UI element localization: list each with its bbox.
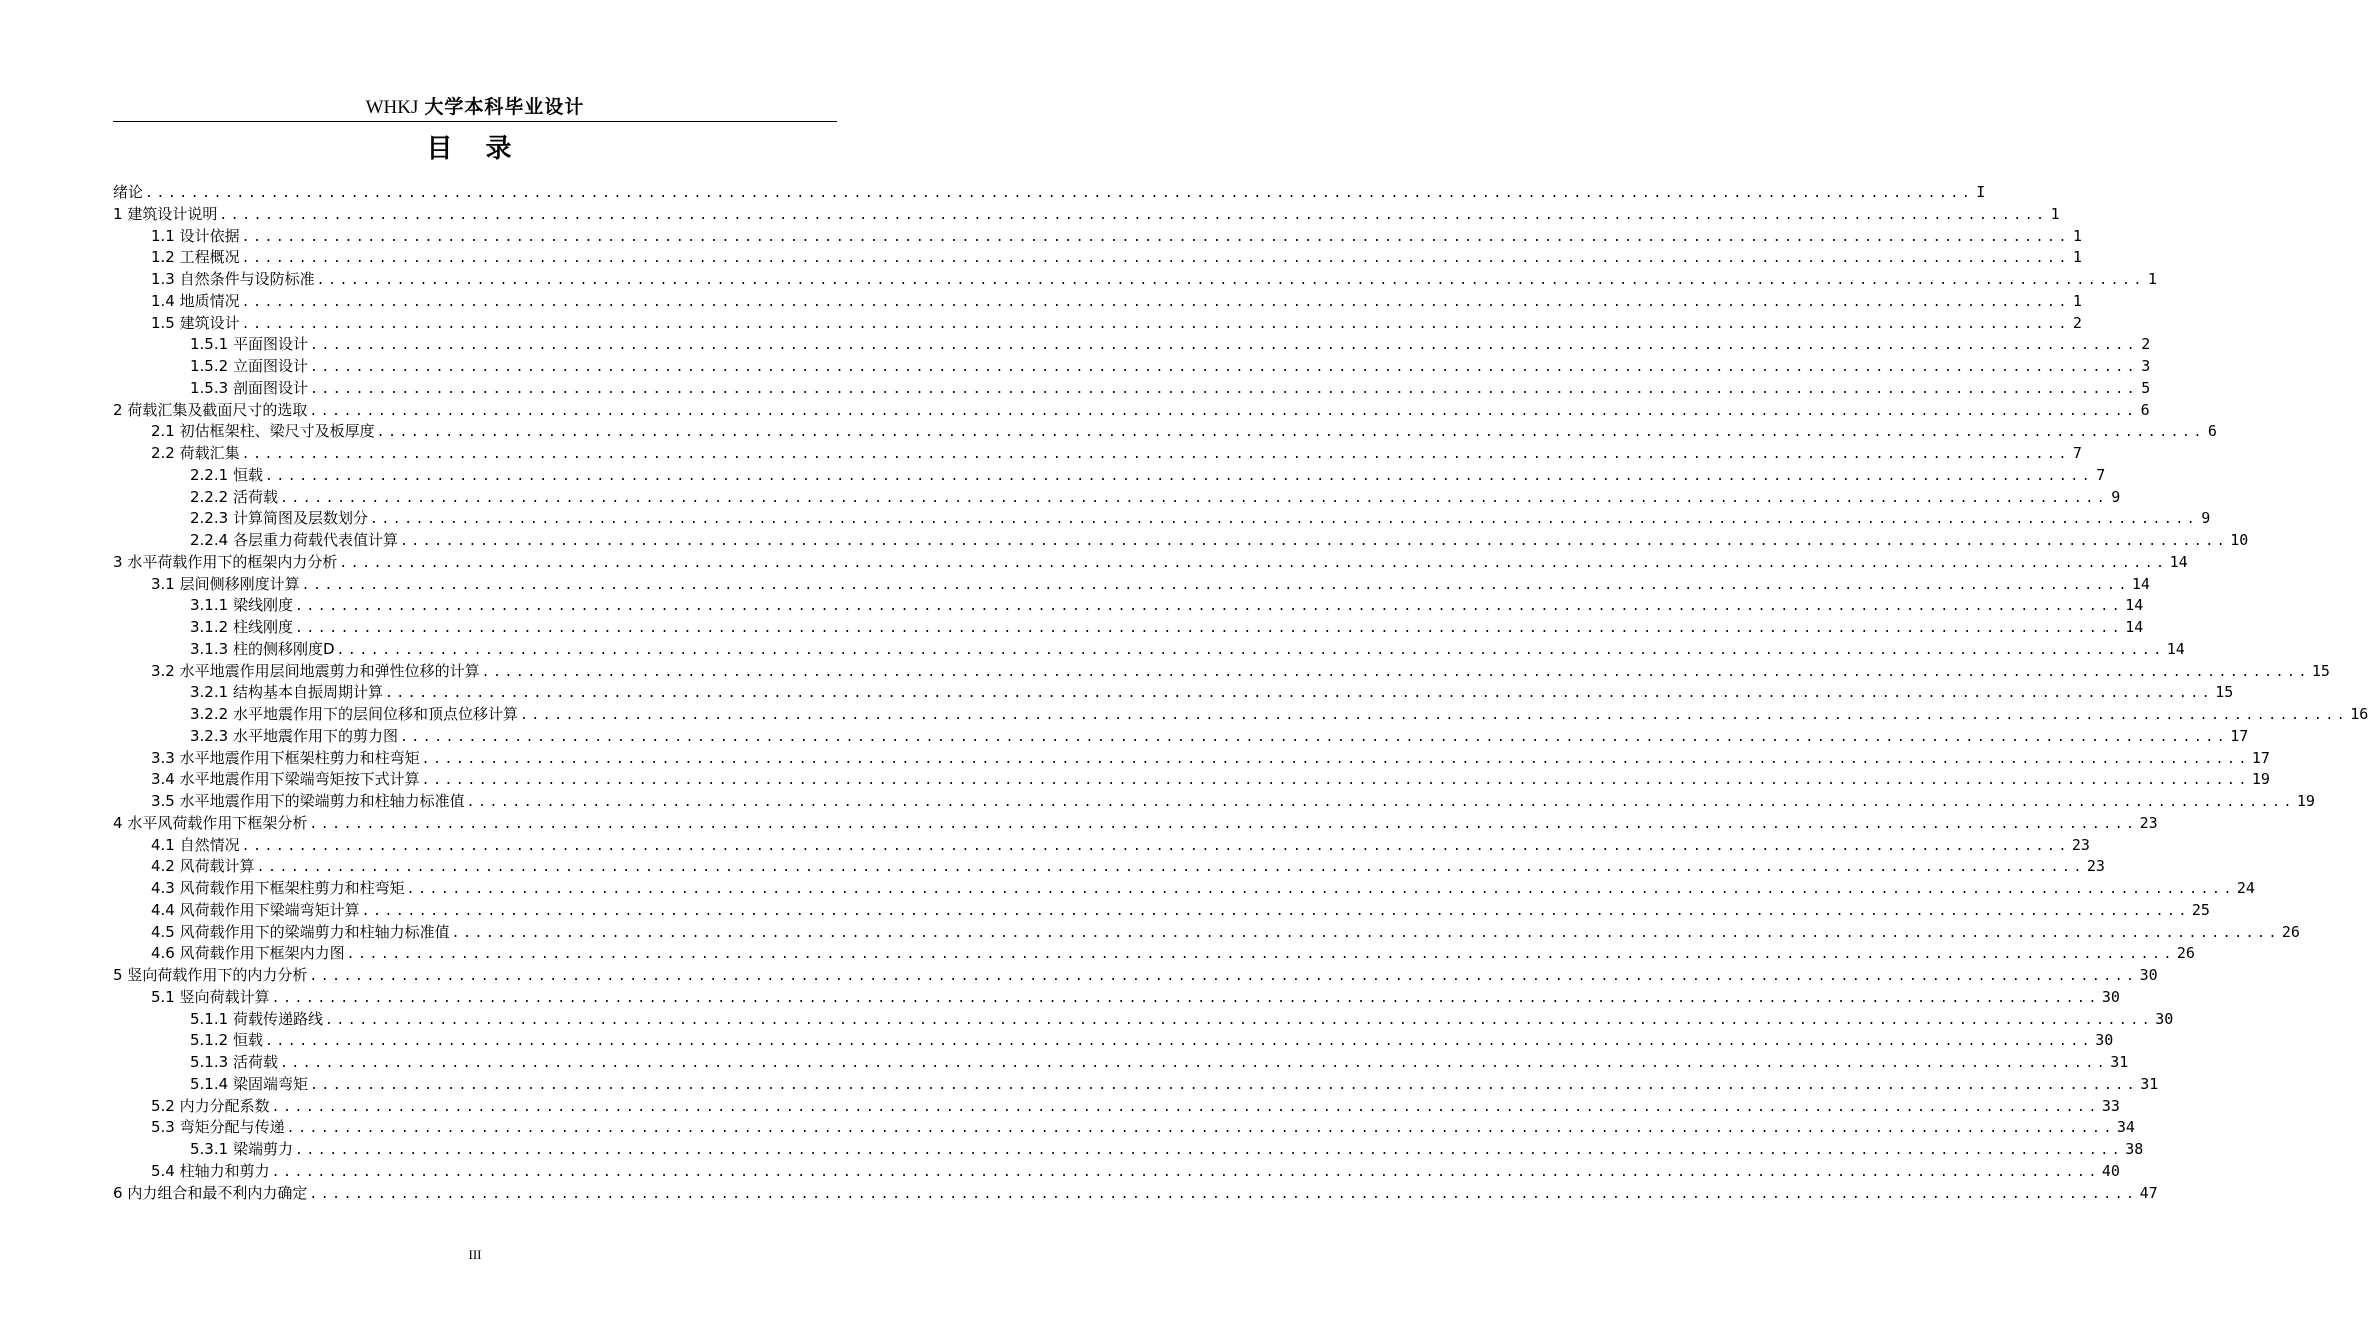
toc-leader-dots	[310, 335, 2138, 357]
toc-entry-label: 风荷载作用下的梁端剪力和柱轴力标准值	[179, 922, 450, 941]
toc-entry-number: 4.4	[151, 900, 180, 919]
toc-entry[interactable]	[113, 487, 2121, 509]
toc-entry-label: 建筑设计说明	[127, 204, 218, 223]
toc-entry-page: 1	[2050, 204, 2060, 223]
header-title: 大学本科毕业设计	[424, 96, 585, 118]
toc-entry[interactable]	[113, 1009, 2174, 1031]
toc-entry-label: 恒载	[232, 465, 263, 484]
toc-entry[interactable]	[113, 1074, 2159, 1096]
toc-entry-number: 2.2.3	[190, 509, 233, 528]
toc-entry-label: 内力组合和最不利内力确定	[127, 1183, 308, 1202]
toc-entry-label: 各层重力荷载代表值计算	[232, 531, 398, 549]
toc-entry-number: 2.2	[151, 444, 180, 462]
toc-leader-dots	[370, 509, 2198, 531]
toc-entry-page: 30	[2101, 987, 2120, 1006]
toc-leader-dots	[317, 270, 2145, 292]
toc-entry[interactable]	[113, 269, 2157, 291]
toc-entry[interactable]	[113, 682, 2234, 704]
toc-entry[interactable]	[113, 530, 2249, 552]
toc-entry[interactable]	[113, 639, 2185, 661]
toc-leader-dots	[295, 618, 2123, 640]
toc-entry[interactable]	[113, 1161, 2120, 1183]
toc-entry[interactable]	[113, 1052, 2129, 1074]
toc-entry-page: 30	[2095, 1031, 2114, 1050]
toc-entry[interactable]	[113, 769, 2270, 791]
toc-entry-number: 3.1.3	[190, 639, 233, 658]
toc-entry-number: 2.2.4	[190, 531, 233, 549]
toc-entry-label: 柱的侧移刚度D	[232, 639, 335, 658]
toc-leader-dots	[280, 1053, 2108, 1075]
toc-entry-number: 4	[113, 813, 128, 832]
toc-entry[interactable]	[113, 400, 2150, 422]
toc-entry[interactable]	[113, 1139, 2144, 1161]
toc-entry-page: 15	[2311, 661, 2330, 680]
toc-entry-label: 绪论	[113, 183, 144, 201]
toc-leader-dots	[407, 879, 2235, 901]
toc-entry-page: 9	[2111, 487, 2121, 506]
toc-entry-page: 23	[2139, 813, 2158, 832]
toc-entry-label: 水平地震作用下框架柱剪力和柱弯矩	[179, 748, 420, 767]
toc-entry-page: 38	[2125, 1140, 2144, 1158]
toc-entry-label: 柱轴力和剪力	[179, 1161, 270, 1180]
toc-leader-dots	[272, 988, 2100, 1010]
toc-entry[interactable]	[113, 204, 2060, 226]
toc-leader-dots	[287, 1118, 2115, 1140]
toc-entry-number: 2.2.1	[190, 465, 233, 484]
toc-entry-page: I	[1976, 183, 1986, 201]
toc-entry-label: 梁线刚度	[232, 596, 293, 615]
toc-entry-page: 23	[2086, 857, 2105, 876]
toc-entry-number: 6	[113, 1183, 128, 1202]
toc-entry-number: 5.1.4	[190, 1074, 233, 1093]
toc-entry-page: 5	[2141, 378, 2151, 397]
toc-entry-page: 30	[2155, 1009, 2174, 1028]
toc-entry-label: 工程概况	[179, 248, 240, 267]
toc-entry-page: 33	[2101, 1096, 2120, 1115]
toc-entry-number: 5.1.1	[190, 1009, 233, 1028]
toc-entry[interactable]	[113, 661, 2330, 683]
toc-entry[interactable]	[113, 1030, 2114, 1052]
toc-entry-label: 自然条件与设防标准	[179, 270, 315, 288]
toc-leader-dots	[422, 770, 2250, 792]
toc-entry-label: 风荷载作用下框架柱剪力和柱弯矩	[179, 879, 405, 897]
toc-entry-page: 9	[2201, 509, 2211, 528]
toc-entry-number: 1.4	[151, 291, 180, 310]
toc-entry-page: 24	[2236, 879, 2255, 897]
toc-leader-dots	[242, 227, 2070, 249]
toc-entry[interactable]	[113, 965, 2158, 987]
toc-leader-dots	[242, 444, 2070, 466]
toc-entry-label: 水平地震作用下的梁端剪力和柱轴力标准值	[179, 792, 465, 810]
toc-entry-page: 31	[2110, 1053, 2129, 1071]
toc-entry[interactable]	[113, 508, 2211, 530]
toc-entry[interactable]	[113, 226, 2082, 248]
toc-leader-dots	[145, 183, 1973, 205]
toc-entry[interactable]	[113, 552, 2188, 574]
toc-leader-dots	[272, 1162, 2100, 1184]
toc-entry-page: 3	[2141, 357, 2151, 375]
toc-entry-page: 14	[2131, 574, 2150, 593]
toc-entry[interactable]	[113, 704, 2368, 726]
page-header	[113, 94, 837, 122]
toc-leader-dots	[337, 640, 2165, 662]
toc-entry-number: 3.2.2	[190, 705, 233, 723]
toc-leader-dots	[347, 944, 2175, 966]
toc-entry-page: 1	[2072, 248, 2082, 267]
toc-entry-number: 4.1	[151, 835, 180, 854]
toc-entry-number: 1	[113, 204, 128, 223]
toc-entry[interactable]	[113, 443, 2082, 465]
toc-entry[interactable]	[113, 900, 2210, 922]
toc-leader-dots	[309, 1184, 2137, 1206]
toc-entry-number: 3.1.1	[190, 596, 233, 615]
toc-leader-dots	[272, 1097, 2100, 1119]
toc-entry[interactable]	[113, 617, 2144, 639]
toc-entry-label: 水平荷载作用下的框架内力分析	[127, 552, 338, 571]
toc-entry-number: 5	[113, 966, 128, 984]
toc-entry-number: 1.5.2	[190, 357, 233, 375]
toc-entry-number: 3.1	[151, 574, 180, 593]
toc-entry-label: 梁端剪力	[232, 1140, 293, 1158]
table-of-contents	[113, 182, 2368, 1204]
toc-entry-label: 结构基本自振周期计算	[232, 683, 383, 702]
toc-entry-label: 柱线刚度	[232, 618, 293, 636]
toc-entry-page: 7	[2096, 465, 2106, 484]
toc-entry-number: 5.4	[151, 1161, 180, 1180]
toc-entry-page: 7	[2072, 444, 2082, 462]
toc-entry[interactable]	[113, 922, 2300, 944]
toc-entry-number: 2.2.2	[190, 487, 233, 506]
toc-leader-dots	[265, 466, 2093, 488]
toc-leader-dots	[377, 422, 2205, 444]
toc-entry-number: 3.4	[151, 770, 180, 789]
toc-leader-dots	[309, 401, 2137, 423]
toc-entry-number: 3.2	[151, 661, 180, 680]
toc-entry-label: 水平地震作用下梁端弯矩按下式计算	[179, 770, 420, 789]
toc-entry-label: 梁固端弯矩	[232, 1074, 308, 1093]
toc-entry-page: 10	[2230, 531, 2249, 549]
toc-entry-page: 15	[2215, 683, 2234, 702]
toc-leader-dots	[310, 357, 2138, 379]
toc-entry[interactable]	[113, 291, 2082, 313]
toc-entry-number: 3	[113, 552, 128, 571]
toc-leader-dots	[362, 901, 2190, 923]
toc-entry-label: 风荷载作用下梁端弯矩计算	[179, 900, 360, 919]
toc-entry-page: 23	[2071, 835, 2090, 854]
toc-entry-page: 14	[2125, 618, 2144, 636]
toc-entry-label: 弯矩分配与传递	[179, 1118, 285, 1137]
toc-leader-dots	[310, 379, 2138, 401]
toc-entry-label: 水平风荷载作用下框架分析	[127, 813, 308, 832]
toc-entry[interactable]	[113, 247, 2082, 269]
toc-entry[interactable]	[113, 835, 2090, 857]
toc-entry-page: 17	[2251, 748, 2270, 767]
toc-entry-page: 1	[2147, 270, 2157, 288]
toc-entry-page: 25	[2191, 900, 2210, 919]
toc-entry-page: 2	[2072, 313, 2082, 332]
toc-entry-number: 3.5	[151, 792, 180, 810]
toc-entry-label: 风荷载计算	[179, 857, 255, 876]
toc-entry[interactable]	[113, 595, 2144, 617]
toc-entry-label: 竖向荷载作用下的内力分析	[127, 966, 308, 984]
toc-leader-dots	[280, 488, 2108, 510]
toc-entry-number: 1.5	[151, 313, 180, 332]
toc-entry-page: 14	[2169, 552, 2188, 571]
toc-entry-number: 1.5.1	[190, 335, 233, 354]
toc-entry-page: 26	[2281, 922, 2300, 941]
toc-entry-page: 14	[2125, 596, 2144, 615]
toc-entry-label: 恒载	[232, 1031, 263, 1050]
toc-leader-dots	[422, 749, 2250, 771]
toc-entry[interactable]	[113, 987, 2120, 1009]
toc-entry[interactable]	[113, 726, 2249, 748]
toc-entry-label: 初估框架柱、梁尺寸及板厚度	[179, 422, 375, 441]
toc-entry-number: 5.2	[151, 1096, 180, 1115]
toc-entry-label: 建筑设计	[179, 313, 240, 332]
toc-leader-dots	[309, 814, 2137, 836]
toc-entry-number: 4.5	[151, 922, 180, 941]
page-title: 目 录	[426, 134, 524, 164]
toc-entry-number: 4.2	[151, 857, 180, 876]
toc-entry-page: 16	[2350, 705, 2368, 723]
toc-leader-dots	[295, 596, 2123, 618]
toc-leader-dots	[302, 575, 2130, 597]
toc-entry-label: 活荷载	[232, 1053, 278, 1071]
header-latin: WHKJ	[365, 97, 419, 118]
toc-entry-page: 47	[2139, 1183, 2158, 1202]
toc-entry-number: 5.3	[151, 1118, 180, 1137]
toc-entry-label: 荷载传递路线	[232, 1009, 323, 1028]
toc-entry-number: 1.1	[151, 226, 180, 245]
toc-entry-label: 荷载汇集及截面尺寸的选取	[127, 400, 308, 419]
toc-entry-label: 计算简图及层数划分	[232, 509, 368, 528]
toc-entry-number: 2.1	[151, 422, 180, 441]
toc-entry-number: 3.2.1	[190, 683, 233, 702]
toc-entry[interactable]	[113, 378, 2151, 400]
toc-leader-dots	[242, 292, 2070, 314]
toc-entry-number: 5.1.2	[190, 1031, 233, 1050]
toc-leader-dots	[325, 1010, 2153, 1032]
toc-entry[interactable]	[113, 813, 2158, 835]
page-number: III	[468, 1247, 482, 1262]
toc-entry-label: 内力分配系数	[179, 1096, 270, 1115]
toc-leader-dots	[400, 727, 2228, 749]
toc-entry[interactable]	[113, 748, 2270, 770]
toc-entry-number: 4.6	[151, 944, 180, 963]
toc-entry-label: 水平地震作用下的层间位移和顶点位移计算	[232, 705, 518, 723]
toc-entry-label: 水平地震作用层间地震剪力和弹性位移的计算	[179, 661, 480, 680]
toc-entry-label: 活荷载	[232, 487, 278, 506]
toc-entry-number: 2	[113, 400, 128, 419]
toc-entry[interactable]	[113, 791, 2315, 813]
toc-leader-dots	[242, 248, 2070, 270]
toc-leader-dots	[482, 662, 2310, 684]
toc-entry[interactable]	[113, 1183, 2158, 1205]
toc-entry[interactable]	[113, 856, 2105, 878]
toc-entry-page: 40	[2101, 1161, 2120, 1180]
toc-entry-page: 19	[2251, 770, 2270, 789]
toc-entry[interactable]	[113, 313, 2082, 335]
toc-entry[interactable]	[113, 574, 2150, 596]
toc-entry-number: 4.3	[151, 879, 180, 897]
toc-entry-label: 竖向荷载计算	[179, 987, 270, 1006]
toc-entry-page: 34	[2116, 1118, 2135, 1137]
toc-entry[interactable]	[113, 356, 2151, 378]
toc-entry-page: 1	[2072, 291, 2082, 310]
toc-entry-number: 5.3.1	[190, 1140, 233, 1158]
toc-leader-dots	[265, 1031, 2093, 1053]
toc-entry-number: 3.3	[151, 748, 180, 767]
toc-entry[interactable]	[113, 334, 2151, 356]
toc-entry-page: 30	[2139, 966, 2158, 984]
toc-entry-label: 平面图设计	[232, 335, 308, 354]
toc-entry-number: 1.2	[151, 248, 180, 267]
toc-leader-dots	[400, 531, 2228, 553]
toc-entry-number: 3.1.2	[190, 618, 233, 636]
toc-leader-dots	[452, 923, 2280, 945]
toc-entry-number: 1.5.3	[190, 378, 233, 397]
header-rule	[113, 121, 837, 122]
toc-entry-page: 2	[2141, 335, 2151, 354]
toc-entry-label: 风荷载作用下框架内力图	[179, 944, 345, 963]
toc-leader-dots	[242, 314, 2070, 336]
toc-entry[interactable]	[113, 943, 2195, 965]
toc-entry-page: 19	[2296, 792, 2315, 810]
toc-leader-dots	[219, 205, 2047, 227]
toc-entry-number: 1.3	[151, 270, 180, 288]
toc-entry-label: 地质情况	[179, 291, 240, 310]
toc-entry[interactable]	[113, 1096, 2120, 1118]
toc-entry-label: 立面图设计	[232, 357, 308, 375]
toc-leader-dots	[257, 857, 2085, 879]
toc-leader-dots	[385, 683, 2213, 705]
toc-entry[interactable]	[113, 465, 2106, 487]
toc-entry-number: 5.1.3	[190, 1053, 233, 1071]
toc-entry[interactable]	[113, 1117, 2135, 1139]
toc-entry-number: 3.2.3	[190, 726, 233, 745]
toc-entry-label: 设计依据	[179, 226, 240, 245]
toc-leader-dots	[467, 792, 2295, 814]
toc-entry-label: 剖面图设计	[232, 378, 308, 397]
toc-entry[interactable]	[113, 878, 2255, 900]
toc-leader-dots	[295, 1140, 2123, 1162]
toc-entry-label: 自然情况	[179, 835, 240, 854]
toc-entry-page: 1	[2072, 226, 2082, 245]
toc-leader-dots	[309, 966, 2137, 988]
toc-entry-page: 14	[2166, 639, 2185, 658]
toc-entry[interactable]	[113, 421, 2217, 443]
toc-entry-page: 17	[2230, 726, 2249, 745]
toc-entry-number: 5.1	[151, 987, 180, 1006]
toc-leader-dots	[520, 705, 2348, 727]
toc-entry-label: 水平地震作用下的剪力图	[232, 726, 398, 745]
toc-leader-dots	[310, 1075, 2138, 1097]
toc-leader-dots	[339, 553, 2167, 575]
toc-entry-label: 荷载汇集	[179, 444, 240, 462]
toc-entry-page: 6	[2207, 422, 2217, 441]
toc-entry-page: 31	[2140, 1074, 2159, 1093]
toc-entry-page: 6	[2140, 400, 2150, 419]
toc-leader-dots	[242, 836, 2070, 858]
toc-entry[interactable]	[113, 182, 1986, 204]
toc-entry-page: 26	[2176, 944, 2195, 963]
toc-entry-label: 层间侧移刚度计算	[179, 574, 300, 593]
